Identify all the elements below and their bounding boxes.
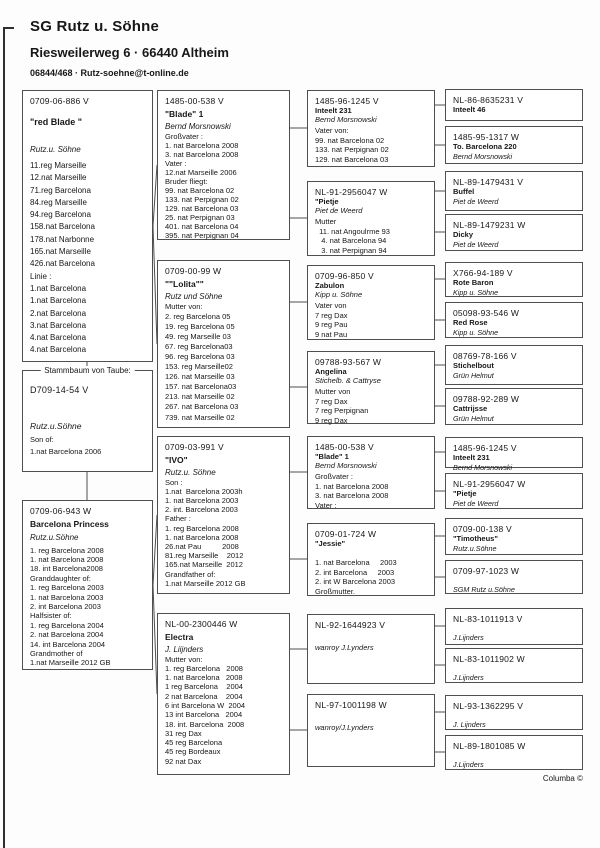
pedigree-box-gg-grandparent — [445, 302, 583, 338]
achievement-line: 178.nat Narbonne — [30, 234, 95, 244]
achievement-line: Son : — [165, 477, 183, 487]
achievements — [30, 546, 148, 668]
ring-number: NL-92-1644923 V — [315, 620, 386, 630]
subject-legend: Stammbaum von Taube: — [40, 366, 135, 375]
achievement-line: 213. nat Marseille 02 — [165, 392, 235, 402]
achievement-line: Mutter von: — [165, 654, 203, 664]
achievement-line: 9 reg Dax — [315, 415, 348, 425]
pedigree-box-gg-grandparent — [445, 560, 583, 594]
owner-name: J.Lijnders — [453, 673, 484, 682]
achievement-line: 11. nat Angoulrme 93 — [315, 226, 390, 236]
achievement-line: 1. reg Barcelona 2008 — [30, 545, 104, 555]
achievement-line: 401. nat Barcelona 04 — [165, 221, 239, 231]
owner-name: Kipp u. Söhne — [453, 287, 499, 297]
pedigree-box-gg-grandparent — [445, 735, 583, 770]
achievements — [30, 434, 148, 457]
achievement-line: 45 reg Bordeaux — [165, 747, 221, 757]
pigeon-name: Buffel — [453, 187, 475, 196]
owner-name: SGM Rutz u.Söhne — [453, 585, 515, 594]
owner-name: J.Lijnders — [453, 760, 484, 769]
scan-border-corner — [3, 27, 14, 29]
achievements — [315, 217, 430, 255]
achievement-line: 2. nat Barcelona 2004 — [30, 630, 104, 640]
achievement-line: Vater von: — [315, 126, 349, 135]
pedigree-box-gg-grandparent — [445, 473, 583, 509]
ring-number: 08769-78-166 V — [453, 351, 517, 361]
owner-name: Piet de Weerd — [315, 206, 363, 215]
achievement-line: 1.nat Barcelona — [30, 296, 87, 306]
achievement-line: 2. int W Barcelona 2003 — [315, 577, 396, 587]
owner-name: Grün Helmut — [453, 370, 494, 380]
achievement-line: 67. reg Barcelona03 — [165, 341, 233, 351]
achievement-line: 1. reg Barcelona 2004 — [30, 620, 104, 630]
achievement-line: 158.nat Barcelona — [30, 222, 95, 232]
achievement-line: 7 reg Dax — [315, 396, 348, 406]
pedigree-box-great-grandparent — [307, 351, 435, 424]
achievement-line: 153. reg Marseille02 — [165, 362, 233, 372]
ring-number: 0709-00-99 W — [165, 266, 222, 276]
achievement-line: 9 reg Pau — [315, 320, 348, 330]
achievement-line: 1. reg Barcelona 2008 — [165, 523, 239, 533]
pigeon-name — [453, 664, 578, 673]
pigeon-name: Inteelt 231 — [315, 106, 352, 115]
owner-name: Bernd Morsnowski — [315, 461, 377, 470]
pedigree-box-gg-grandparent — [445, 214, 583, 251]
achievement-line: 7 reg Dax — [315, 310, 348, 320]
achievement-line: 18. int. Barcelona 2008 — [165, 719, 245, 729]
pedigree-box-gg-grandparent — [445, 648, 583, 683]
ring-number: 0709-00-138 V — [453, 524, 512, 534]
achievement-line: 395. nat Perpignan 04 — [165, 230, 239, 240]
pedigree-box-gg-grandparent — [445, 262, 583, 297]
ring-number: NL-00-2300446 W — [165, 619, 238, 629]
pedigree-box-great-grandparent — [307, 523, 435, 596]
pedigree-box-grandparent — [157, 260, 290, 428]
achievements — [165, 302, 285, 423]
achievement-line: 13 int Barcelona 2004 — [165, 710, 243, 720]
achievement-line: 84.reg Marseille — [30, 197, 87, 207]
achievement-line: Grandfather of: — [165, 569, 216, 579]
achievement-line: 739. nat Marseille 02 — [165, 412, 235, 422]
achievement-line: 2. int Barcelona 2003 — [30, 601, 101, 611]
ring-number: 1485-95-1317 W — [453, 132, 520, 142]
pigeon-name — [315, 710, 430, 719]
owner-name: Bernd Morsnowski — [453, 462, 513, 472]
pedigree-box-great-grandparent — [307, 614, 435, 684]
ring-number: 0709-96-850 V — [315, 271, 374, 281]
achievement-line: 1. nat Barcelona 2003 — [165, 495, 239, 505]
achievement-line: 1 reg Barcelona 2004 — [165, 682, 243, 692]
breeder-address: Riesweilerweg 6 · 66440 Altheim — [30, 45, 229, 60]
achievement-line: Vater von — [315, 301, 347, 310]
ring-number: NL-91-2956047 W — [315, 187, 388, 197]
pigeon-name: "Timotheus" — [453, 534, 498, 543]
achievement-line: Mutter — [315, 217, 337, 226]
pedigree-box-great-grandparent — [307, 181, 435, 256]
achievements — [165, 132, 285, 240]
achievement-line: 2.nat Barcelona — [30, 308, 87, 318]
owner-name: Rutz.u.Söhne — [30, 421, 82, 431]
achievement-line: 1. nat Barcelona 2003 — [30, 592, 104, 602]
achievement-line: 7 reg Perpignan — [315, 406, 369, 416]
achievement-line: Linie : — [30, 271, 52, 281]
pedigree-box-great-grandparent — [307, 694, 435, 767]
achievement-line: 11.reg Marseille — [30, 161, 87, 170]
achievement-line: 1. nat Barcelona 2003 — [315, 558, 397, 567]
owner-name: wanroy/J.Lynders — [315, 723, 374, 732]
achievement-line: Großvater : — [165, 131, 203, 141]
owner-name: Rutz.u.Söhne — [453, 543, 497, 553]
ring-number: NL-97-1001198 W — [315, 700, 387, 710]
achievement-line: 49. reg Marseille 03 — [165, 331, 231, 341]
owner-name: Piet de Weerd — [453, 498, 499, 508]
achievements — [165, 478, 285, 588]
pigeon-name — [315, 630, 430, 639]
ring-number: 0709-03-991 V — [165, 442, 224, 452]
breeder-contact: 06844/468 · Rutz-soehne@t-online.de — [30, 68, 189, 78]
pigeon-name: Electra — [165, 632, 194, 642]
achievement-line: 14. int Barcelona 2004 — [30, 639, 106, 649]
pigeon-name: "Jessie" — [315, 539, 346, 548]
pigeon-name — [453, 576, 578, 585]
achievement-line: 12.nat Marseille 2006 — [165, 167, 237, 177]
achievement-line: 1. nat Barcelona 2008 — [30, 554, 104, 564]
achievement-line: 133. nat Perpignan 02 — [315, 145, 389, 155]
pigeon-name: Zabulon — [315, 281, 345, 290]
achievement-line: 129. nat Barcelona 03 — [165, 203, 239, 213]
achievements — [165, 655, 285, 767]
pigeon-name: "red Blade " — [30, 117, 83, 127]
owner-name: J. Liijnders — [165, 644, 204, 654]
ring-number: 0709-01-724 W — [315, 529, 377, 539]
achievement-line: 129. nat Barcelona 03 — [315, 154, 389, 164]
achievement-line: 1. reg Barcelona 2008 — [165, 663, 243, 673]
achievement-line: 1.nat Barcelona 2003h — [165, 486, 243, 496]
owner-name: Kipp u. Söhne — [453, 327, 499, 337]
ring-number: NL-83-1011913 V — [453, 614, 523, 624]
pigeon-name: "Pietje — [453, 489, 477, 498]
achievement-line: 18. int Barcelona2008 — [30, 564, 103, 574]
achievement-line: 1. nat Barcelona 2008 — [165, 673, 243, 683]
ring-number: 0709-06-886 V — [30, 96, 89, 106]
ring-number: 1485-00-538 V — [165, 96, 224, 106]
owner-name: wanroy J.Lynders — [315, 643, 374, 652]
pedigree-box-grandparent — [157, 436, 290, 594]
owner-name — [315, 548, 430, 556]
pigeon-name — [453, 624, 578, 633]
pedigree-box-gg-grandparent — [445, 171, 583, 211]
achievement-line: 4.nat Barcelona — [30, 345, 87, 355]
achievement-line: 1. nat Barcelona 2008 — [165, 140, 239, 150]
pedigree-box-gg-grandparent — [445, 388, 583, 425]
achievement-line: 99. nat Barcelona 02 — [165, 185, 235, 195]
achievement-line: 1.nat Barcelona — [30, 283, 87, 293]
achievement-line: 426.nat Barcelona — [30, 259, 95, 269]
achievement-line: Father : — [165, 514, 191, 524]
ring-number: X766-94-189 V — [453, 268, 513, 278]
owner-name: Rutz.u. Söhne — [30, 145, 81, 154]
ring-number: D709-14-54 V — [30, 385, 89, 395]
achievement-line: 126. nat Marseille 03 — [165, 372, 235, 382]
achievement-line: 3. nat Barcelona 2008 — [165, 149, 239, 159]
achievement-line: 94.reg Barcelona — [30, 210, 91, 220]
ring-number: 09788-93-567 W — [315, 357, 382, 367]
achievement-line: 4. nat Barcelona 94 — [315, 236, 387, 246]
pedigree-box-gg-grandparent — [445, 345, 583, 385]
pigeon-name: ""Lolita"" — [165, 279, 204, 289]
achievement-line: 81.reg Marseille 2012 — [165, 551, 244, 561]
achievement-line: 1. nat Barcelona 2008 — [165, 532, 239, 542]
owner-name: Bernd Morsnowski — [453, 151, 513, 161]
ring-number: 09788-92-289 W — [453, 394, 520, 404]
achievement-line: 165.nat Marseille 2012 — [165, 560, 243, 570]
achievements — [315, 387, 430, 425]
achievement-line: 1. reg Barcelona 2003 — [30, 583, 104, 593]
ring-number: NL-89-1479431 V — [453, 177, 524, 187]
pigeon-name: Inteelt 231 — [453, 453, 490, 462]
achievement-line: Bruder fliegt: — [165, 176, 208, 186]
achievement-line: 165.nat Marseille — [30, 247, 91, 257]
achievement-line: 92 nat Dax — [165, 756, 202, 766]
achievement-line: 96. reg Barcelona 03 — [165, 351, 235, 361]
pedigree-box-gg-grandparent — [445, 695, 583, 730]
achievement-line: Granddaughter of: — [30, 573, 91, 583]
ring-number: NL-86-8635231 V — [453, 95, 524, 105]
pigeon-name — [453, 711, 578, 720]
scan-border-left — [3, 27, 5, 848]
owner-name: Rutz.u.Söhne — [30, 532, 79, 542]
achievement-line: 2. reg Barcelona 05 — [165, 311, 231, 321]
achievement-line: 267. nat Barcelona 03 — [165, 402, 239, 412]
achievement-line: Vater : — [165, 158, 187, 168]
achievement-line: 1.nat Barcelona 2006 — [30, 446, 102, 456]
achievement-line: Mutter von — [315, 387, 351, 396]
pedigree-box-gg-grandparent — [445, 608, 583, 645]
pigeon-name: Barcelona Princess — [30, 519, 109, 529]
pedigree-box-father — [22, 90, 153, 362]
ring-number: 05098-93-546 W — [453, 308, 520, 318]
achievement-line: 157. nat Barcelona03 — [165, 382, 237, 392]
breeder-name: SG Rutz u. Söhne — [30, 18, 160, 35]
pedigree-box-gg-grandparent — [445, 518, 583, 555]
achievement-line: 3.nat Barcelona — [30, 320, 87, 330]
pigeon-name: Dicky — [453, 230, 474, 239]
achievement-line: 19. reg Barcelona 05 — [165, 321, 235, 331]
pigeon-name — [453, 751, 578, 760]
ring-number: NL-91-2956047 W — [453, 479, 526, 489]
ring-number: NL-83-1011902 W — [453, 654, 525, 664]
ring-number: 1485-00-538 V — [315, 442, 374, 452]
achievements — [315, 558, 430, 596]
achievement-line: Mutter von: — [165, 301, 203, 311]
achievement-line: 25. nat Perpignan 03 — [165, 212, 235, 222]
achievement-line: 99. nat Barcelona 02 — [315, 135, 385, 145]
owner-name: J.Lijnders — [453, 633, 484, 642]
achievements — [315, 301, 430, 339]
pigeon-name: Angelina — [315, 367, 347, 376]
pigeon-name: Cattrijsse — [453, 404, 488, 413]
achievements — [30, 160, 148, 357]
achievement-line: 1.nat Marseille 2012 GB — [30, 658, 111, 668]
owner-name: Kipp u. Söhne — [315, 290, 363, 299]
achievement-line: 4.nat Barcelona — [30, 333, 87, 343]
pigeon-name: "Blade" 1 — [165, 109, 204, 119]
pigeon-name: To. Barcelona 220 — [453, 142, 517, 151]
owner-name: Rutz.u. Söhne — [165, 467, 216, 477]
achievements — [315, 472, 430, 510]
owner-name: Stichelb. & Cattryse — [315, 376, 381, 385]
ring-number: NL-93-1362295 V — [453, 701, 524, 711]
achievements — [315, 126, 430, 164]
owner-name: Bernd Morsnowski — [315, 115, 377, 124]
pedigree-box-gg-grandparent — [445, 437, 583, 472]
achievement-line: 1. nat Barcelona 2008 — [315, 481, 389, 491]
achievement-line: 31 reg Dax — [165, 728, 202, 738]
owner-name: Grün Helmut — [453, 413, 494, 423]
credit-label: Columba © — [542, 774, 583, 783]
pedigree-box-grandparent — [157, 90, 290, 240]
pigeon-name: Rote Baron — [453, 278, 494, 287]
pedigree-box-great-grandparent — [307, 436, 435, 509]
achievement-line: 9 nat Pau — [315, 329, 348, 339]
pedigree-box-gg-grandparent — [445, 126, 583, 164]
achievement-line: 2 nat Barcelona 2004 — [165, 691, 243, 701]
achievement-line: 3. nat Perpignan 94 — [315, 245, 387, 255]
pigeon-name: "Blade" 1 — [315, 452, 349, 461]
ring-number: NL-89-1801085 W — [453, 741, 526, 751]
achievement-line: 2. int. Barcelona 2003 — [165, 505, 238, 515]
pedigree-box-mother — [22, 500, 153, 670]
ring-number: 0709-97-1023 W — [453, 566, 520, 576]
achievement-line: 45 reg Barcelona — [165, 738, 223, 748]
achievement-line: 2. int Barcelona 2003 — [315, 567, 395, 577]
owner-name: J. Lijnders — [453, 720, 486, 729]
achievement-line: 133. nat Perpignan 02 — [165, 194, 239, 204]
owner-name: Rutz und Söhne — [165, 291, 223, 301]
owner-name: Piet de Weerd — [453, 239, 499, 249]
pigeon-name: Stichelbout — [453, 361, 494, 370]
achievement-line: 6 int Barcelona W 2004 — [165, 700, 246, 710]
achievement-line: 1.nat Marseille 2012 GB — [165, 578, 246, 588]
pedigree-box-subject — [22, 366, 153, 472]
pedigree-box-grandparent — [157, 613, 290, 775]
achievement-line: Halfsister of: — [30, 611, 72, 621]
achievement-line: 3. nat Barcelona 2008 — [315, 491, 389, 501]
pigeon-name: Red Rose — [453, 318, 488, 327]
owner-name: Piet de Weerd — [453, 196, 499, 206]
pigeon-name: "IVO" — [165, 455, 188, 465]
pigeon-name: "Pietje — [315, 197, 339, 206]
ring-number: 1485-96-1245 V — [315, 96, 379, 106]
pigeon-name: Inteelt 46 — [453, 105, 486, 114]
achievement-line: Grandmother of — [30, 648, 83, 658]
ring-number: 0709-06-943 W — [30, 506, 92, 516]
ring-number: 1485-96-1245 V — [453, 443, 517, 453]
achievement-line: Son of: — [30, 435, 54, 444]
achievement-line: 71.reg Barcelona — [30, 185, 91, 195]
achievement-line: 26.nat Pau 2008 — [165, 541, 239, 551]
ring-number: NL-89-1479231 W — [453, 220, 526, 230]
achievement-line: 12.nat Marseille — [30, 173, 87, 183]
achievement-line: Großmutter. — [315, 586, 356, 596]
achievement-line: Vater : — [315, 500, 337, 510]
owner-name: Bernd Morsnowski — [165, 121, 231, 131]
pedigree-box-great-grandparent — [307, 90, 435, 167]
achievement-line: Großvater : — [315, 472, 353, 481]
pedigree-box-gg-grandparent — [445, 89, 583, 121]
pedigree-box-great-grandparent — [307, 265, 435, 340]
